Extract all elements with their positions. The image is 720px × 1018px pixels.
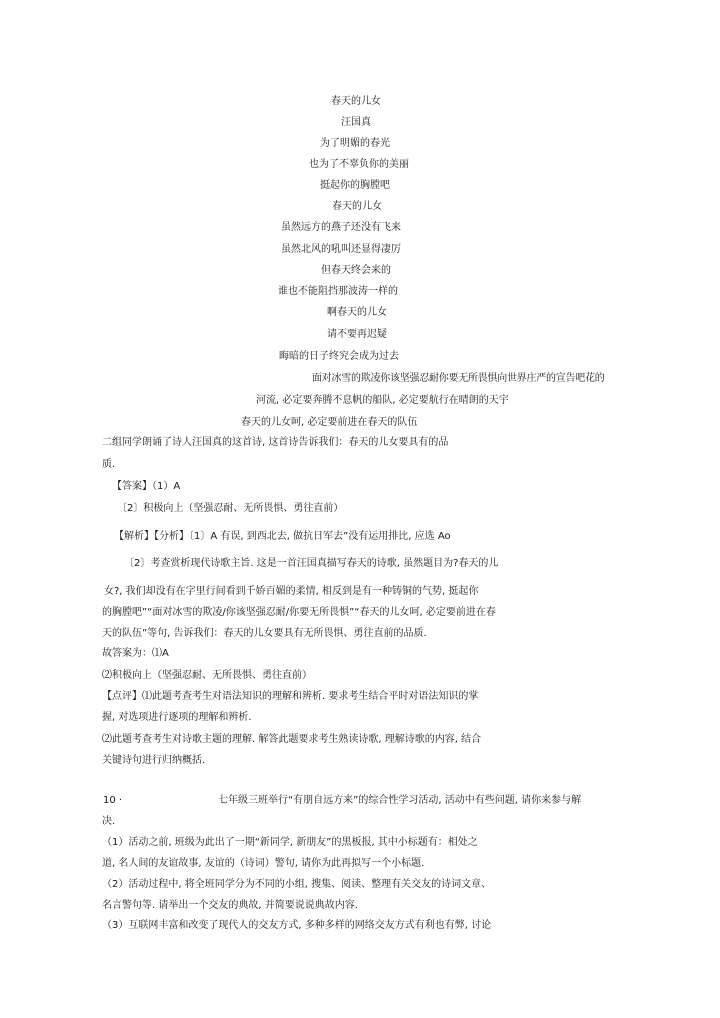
poem-line: 晦暗的日子终究会成为过去: [279, 351, 399, 362]
poem-line: 但春天终会来的: [321, 265, 391, 276]
poem-line: 面对冰雪的欺凌你该坚强忍耐你要无所畏惧向世界庄严的宣告吧花的: [312, 373, 605, 384]
answer-label: 【答案】（1）A: [112, 481, 181, 492]
poem-line: 为了明媚的春光: [320, 138, 390, 149]
comment-line: 关键诗句进行归纳概括.: [102, 755, 206, 766]
poem-line: 也为了不辜负你的美丽: [309, 159, 409, 170]
question-line: 道, 名人间的友谊故事, 友谊的（诗词）警句, 请你为此再拟写一个小标题.: [102, 858, 425, 869]
poem-line: 虽然北风的吼叫还显得凄厉: [281, 244, 401, 255]
poem-title: 春天的儿女: [331, 96, 381, 107]
poem-line: 请不要再迟疑: [327, 329, 387, 340]
answer-summary: ⑵积极向上（坚强忍耐、无所畏惧、勇往直前）: [102, 670, 312, 681]
answer-summary: 故答案为：⑴A: [102, 648, 169, 659]
question-line: （2）活动过程中, 将全班同学分为不同的小组, 搜集、阅读、整理有关交友的诗词文章、: [102, 879, 492, 890]
answer-line: 〔2〕积极向上（坚强忍耐、无所畏惧、勇往直前）: [117, 503, 344, 514]
poem-line: 春天的儿女: [332, 201, 382, 212]
comment-line: 握, 对选项进行逐项的理解和辨析.: [102, 712, 252, 723]
comment-line: ⑵此题考查考生对诗歌主题的理解. 解答此题要求考生熟读诗歌, 理解诗歌的内容, 结合: [102, 734, 482, 745]
comment-label: 【点评】⑴此题考查考生对语法知识的理解和辨析. 要求考生结合平时对语法知识的掌: [102, 691, 479, 702]
question-line: （3）互联网丰富和改变了现代人的交友方式, 多种多样的网络交友方式有利也有弊, 讨论: [102, 920, 492, 931]
question-line: （1）活动之前, 班级为此出了一期“新同学, 新朋友”的黑板报, 其中小标题有：相处之: [102, 837, 478, 848]
poem-line: 啊春天的儿女: [327, 307, 387, 318]
poem-line: 挺起你的胸膛吧: [320, 180, 390, 191]
question-line: 名言警句等. 请举出一个交友的典故, 并简要说说典故内容.: [102, 900, 358, 911]
poem-line: 谁也不能阻挡那波涛一样的: [278, 286, 398, 297]
analysis-line: 的胸膛吧”“面对冰雪的欺凌/你该坚强忍耐/你要无所畏惧”“春天的儿女呵, 必定要前进在春: [102, 607, 496, 618]
question-line: 七年级三班举行“有朋自远方来”的综合性学习活动, 活动中有些问题, 请你来参与解: [218, 795, 582, 806]
paragraph-line: 质.: [102, 459, 116, 470]
poem-line: 河流, 必定要奔腾不息帆的船队, 必定要航行在晴朗的天宇: [256, 395, 509, 406]
poem-line: 虽然远方的燕子还没有飞来: [281, 222, 401, 233]
analysis-label: 【解析】【分析】〔1〕A 有误, 到西北去, 做抗日军去”没有运用排比, 应选 Ao: [114, 531, 451, 542]
poem-line: 春天的儿女呵, 必定要前进在春天的队伍: [241, 417, 418, 428]
poem-author: 汪国真: [341, 117, 371, 128]
question-line: 决.: [102, 816, 116, 827]
analysis-line: 女?, 我们却没有在字里行间看到千娇百媚的柔情, 相反到是有一种铸铜的气势, 挺起你: [104, 586, 479, 597]
analysis-line: 天的队伍”等句, 告诉我们：春天的儿女要具有无所畏惧、勇往直前的品质.: [102, 628, 427, 639]
question-number: 10 ·: [103, 795, 123, 806]
paragraph-line: 二组同学朗诵了诗人汪国真的这首诗, 这首诗告诉我们：春天的儿女要具有的品: [102, 437, 449, 448]
analysis-line: 〔2〕考查赏析现代诗歌主旨. 这是一首汪国真描写春天的诗歌, 虽然题目为?春天的儿: [124, 558, 499, 569]
